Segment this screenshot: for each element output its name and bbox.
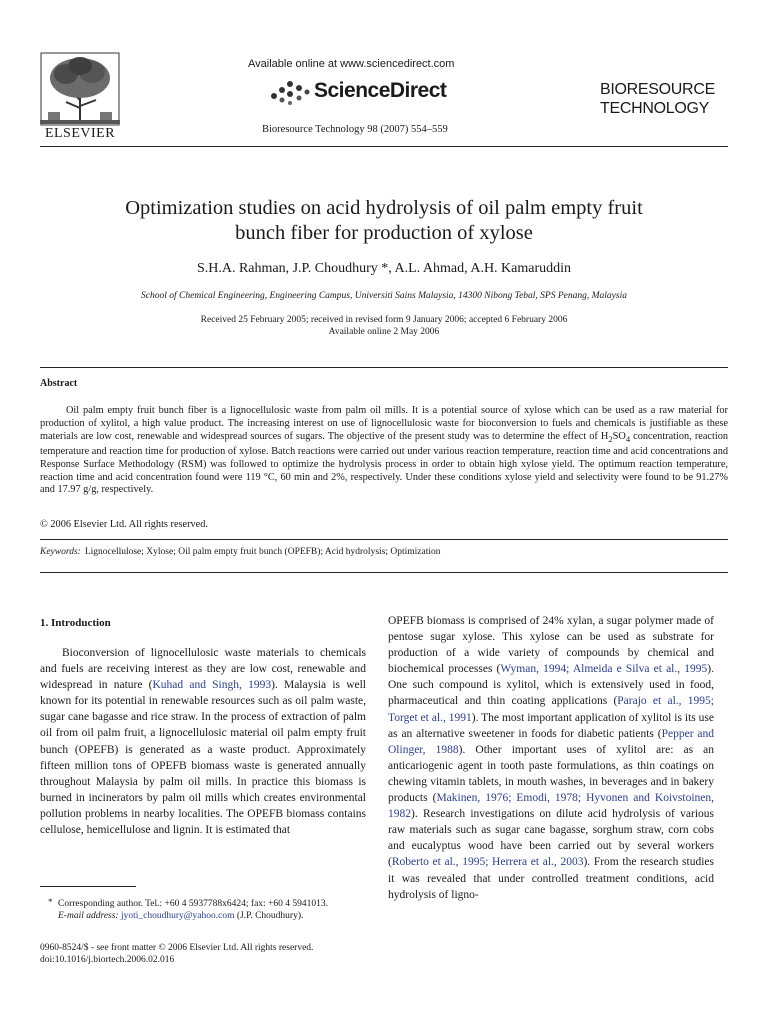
title-line-2: bunch fiber for production of xylose <box>235 222 533 244</box>
email-suffix: (J.P. Choudhury). <box>234 911 304 922</box>
intro-text: ). From the research studies it was revealed that under controlled treatment conditions, acid hydrolysis of ligno- <box>388 856 714 901</box>
left-column-text <box>40 645 366 838</box>
author-list: S.H.A. Rahman, J.P. Choudhury *, A.L. Ahmad, A.H. Kamaruddin <box>196 261 572 276</box>
subscript-4: 4 <box>625 433 631 444</box>
journal-logo <box>600 80 715 118</box>
article-dates <box>40 314 728 338</box>
citation-link[interactable]: Parajo et al., 1995; Torget et al., 1991 <box>388 695 714 724</box>
issn-line: 0960-8524/$ - see front matter © 2006 Elsevier Ltd. All rights reserved. <box>40 943 314 953</box>
abstract-body <box>40 405 728 497</box>
header-divider <box>40 146 728 147</box>
footnote-email-line <box>40 910 370 922</box>
received-dates: Received 25 February 2005; received in revised form 9 January 2006; accepted 6 February 2006 <box>200 315 568 325</box>
intro-text: ). One such compound is xylitol, which is extensively used in food, pharmaceutical and thin coating applications ( <box>388 663 714 708</box>
abstract-text-part1: Oil palm empty fruit bunch fiber is a lignocellulosic waste from palm oil mills. It is a potential source of xylose which can be used as a raw material for production of xylitol, a high value product. The increasing interest on use of lignocellulosic waste for bioconversion to fuels and chemicals is justifiable as these materials are low cost, renewable and widespread sources of sugars. The objective of the present study was to determine the effect of H <box>40 405 728 442</box>
citation-link[interactable]: Makinen, 1976; Emodi, 1978; Hyvonen and Koivstoinen, 1982 <box>388 792 714 821</box>
keywords-label: Keywords: <box>40 547 81 557</box>
journal-logo-line2: TECHNOLOGY <box>600 100 710 117</box>
subscript-2: 2 <box>608 433 613 444</box>
citation-link[interactable]: Kuhad and Singh, 1993 <box>152 679 272 692</box>
intro-text: ). The most important application of xylitol is its use as an alternative sweetener in foods for diabetic patients ( <box>388 711 714 740</box>
intro-text: ). Other important uses of xylitol are: as an anticariogenic agent in tooth paste formulations, as thin coatings on chewing vitamin tablets, in mouth washes, in beverages and in bakery products ( <box>388 743 715 805</box>
keywords-top-divider <box>40 539 728 540</box>
intro-text: ). Malaysia is well known for its potential in renewable resources such as oil palm waste, sugar cane bagasse and rice straw. In the process of extraction of palm oil from oil palm fruit, a lignocellulosic material oil palm empty fruit bunch (OPEFB) is generated as a waste product. Approximately fifteen million tons of OPEFB biomass waste is generated annually throughout Malaysia by palm oil mills. In practice this biomass is burned in incinerators by palm oil mills which creates environmental pollution problems in nearby localities. The OPEFB biomass contains cellulose, hemicellulose and lignin. It is estimated that <box>40 679 367 837</box>
abstract-copyright: © 2006 Elsevier Ltd. All rights reserved. <box>40 519 208 530</box>
abstract-bottom-divider <box>40 572 728 573</box>
footnote <box>40 898 370 923</box>
intro-text: ). Research investigations on dilute acid hydrolysis of various raw materials such as sugar cane bagasse, sorghum straw, corn cobs and eucalyptus wood have been carried out by several workers ( <box>388 808 714 869</box>
email-label: E-mail address: <box>58 911 119 922</box>
section-heading-introduction: 1. Introduction <box>40 617 111 629</box>
keywords <box>40 547 441 557</box>
journal-logo-line1: BIORESOURCE <box>600 81 715 98</box>
sciencedirect-dots-icon <box>268 78 312 106</box>
journal-citation: Bioresource Technology 98 (2007) 554–559 <box>262 124 448 135</box>
publisher-name: ELSEVIER <box>44 126 116 141</box>
title-line-1: Optimization studies on acid hydrolysis of oil palm empty fruit <box>125 197 643 219</box>
footnote-marker: * <box>48 897 53 907</box>
citation-link[interactable]: Pepper and Olinger, 1988 <box>388 727 714 756</box>
footnote-contact: Corresponding author. Tel.: +60 4 5937788x6424; fax: +60 4 5941013. <box>58 899 329 909</box>
doi-line[interactable]: doi:10.1016/j.biortech.2006.02.016 <box>40 955 175 966</box>
citation-link[interactable]: Roberto et al., 1995; Herrera et al., 2003 <box>391 856 584 869</box>
affiliation: School of Chemical Engineering, Engineering Campus, Universiti Sains Malaysia, 14300 Nibong Tebal, SPS Penang, Malaysia <box>141 291 627 301</box>
available-online-text: Available online at www.sciencedirect.com <box>248 58 455 70</box>
footnote-divider <box>40 886 136 887</box>
sciencedirect-wordmark: ScienceDirect <box>314 79 447 102</box>
abstract-top-divider <box>40 367 728 368</box>
right-column-text <box>388 613 714 903</box>
abstract-heading: Abstract <box>40 378 78 389</box>
abstract-so: SO <box>612 430 626 442</box>
intro-text: OPEFB biomass is comprised of 24% xylan, a sugar polymer made of pentose sugar xylose. This xylose can be used as substrate for production of a wide variety of compounds by chemical and biochemical processes ( <box>388 615 714 676</box>
available-date: Available online 2 May 2006 <box>328 327 440 337</box>
email-link[interactable]: jyoti_choudhury@yahoo.com <box>120 911 235 922</box>
keywords-text: Lignocellulose; Xylose; Oil palm empty fruit bunch (OPEFB); Acid hydrolysis; Optimization <box>84 547 441 557</box>
front-matter <box>40 942 313 967</box>
article-title <box>40 196 728 246</box>
intro-text: Bioconversion of lignocellulosic waste materials to chemicals and fuels are receiving interest as they are low cost, renewable and widespread in nature ( <box>40 647 366 692</box>
citation-link[interactable]: Wyman, 1994; Almeida e Silva et al., 1995 <box>500 663 708 676</box>
abstract-text-part2: concentration, reaction temperature and reaction time for production of xylose. Batch reactions were carried out under various reaction temperature, reaction time and acid concentrations and Response Surface Methodology (RSM) was followed to optimize the hydrolysis process in order to obtain high xylose yield. The optimum reaction temperature, reaction time and acid concentration found were 119 °C, 60 min and 2%, respectively. Under these conditions xylose yield and selectivity were found to be 91.27% and 17.97 g/g, respectively. <box>40 430 728 496</box>
